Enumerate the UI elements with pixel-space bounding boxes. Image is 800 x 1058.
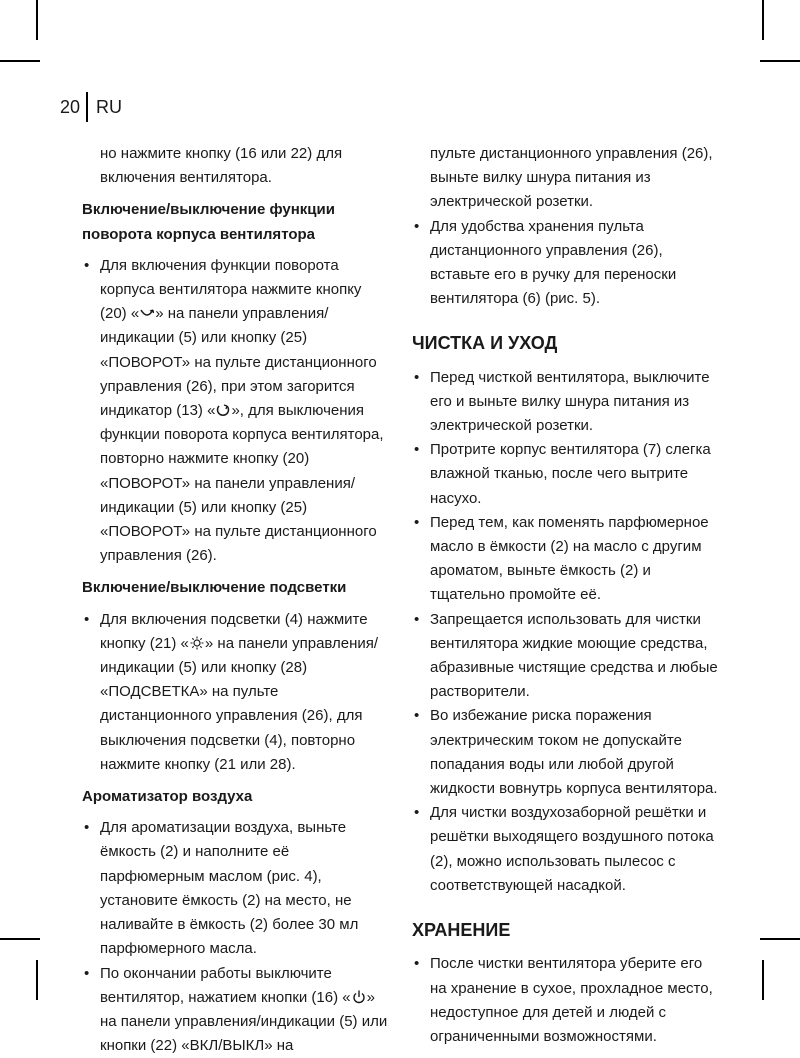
list-item xyxy=(412,215,722,312)
light-text-1: Для включения подсветки (4) нажмите кнопку (21) « xyxy=(100,611,368,652)
cleaning-item-text: Протрите корпус вентилятора (7) слегка влажной тканью, после чего вытрите насухо. xyxy=(430,441,711,506)
aroma-list xyxy=(82,816,392,1058)
bullet: • xyxy=(84,254,89,278)
bullet: • xyxy=(414,438,419,462)
left-column xyxy=(82,142,392,1058)
power-icon xyxy=(351,990,367,1004)
rotation-text-2: » на панели управления/индикации (5) или кнопку (25) «ПОВОРОТ» на пульте дистанционного управления (26), при этом загорится индикатор (13) « xyxy=(100,305,377,419)
right-continuation-text: пульте дистанционного управления (26), выньте вилку шнура питания из электрической розетки. xyxy=(412,142,722,215)
light-section-title: Включение/выключение подсветки xyxy=(82,576,392,600)
bullet: • xyxy=(414,366,419,390)
cleaning-item-text: Для чистки воздухозаборной решётки и решётки выходящего воздушного потока (2), можно использовать пылесос с соответствующей насадкой. xyxy=(430,804,714,894)
rotation-text-3: », для выключения функции поворота корпуса вентилятора, повторно нажмите кнопку (20) «ПОВОРОТ» на панели управления/индикации (5) или кнопку (25) «ПОВОРОТ» на пульте дистанционного управления (26). xyxy=(100,402,384,564)
aroma-section-title: Ароматизатор воздуха xyxy=(82,785,392,809)
list-item xyxy=(412,438,722,511)
cleaning-item-text: Перед чисткой вентилятора, выключите его и выньте вилку шнура питания из электрической розетки. xyxy=(430,369,710,434)
list-item xyxy=(82,816,392,961)
list-item xyxy=(412,801,722,898)
rotation-arc-icon xyxy=(139,306,155,320)
cleaning-item-text: Во избежание риска поражения электрическим током не допускайте попадания воды или любой другой жидкости вовнутрь корпуса вентилятора. xyxy=(430,707,718,797)
left-continuation-text: но нажмите кнопку (16 или 22) для включения вентилятора. xyxy=(82,142,392,190)
crop-mark-top-left xyxy=(36,0,38,40)
page-number: 20 xyxy=(60,97,86,118)
list-item xyxy=(82,254,392,569)
right-column xyxy=(412,142,722,1049)
page-header xyxy=(60,92,122,122)
remote-storage-list xyxy=(412,215,722,312)
bullet: • xyxy=(414,511,419,535)
remote-storage-text: Для удобства хранения пульта дистанционного управления (26), вставьте его в ручку для переноски вентилятора (6) (рис. 5). xyxy=(430,218,676,308)
light-text-2: » на панели управления/индикации (5) или кнопку (28) «ПОДСВЕТКА» на пульте дистанционного управления (26), для выключения подсветки (4), повторно нажмите кнопку (21 или 28). xyxy=(100,635,378,773)
crop-mark-bottom-right-h xyxy=(760,938,800,940)
storage-section-title: ХРАНЕНИЕ xyxy=(412,918,722,942)
rotation-indicator-icon xyxy=(215,403,231,417)
crop-mark-bottom-left xyxy=(36,960,38,1000)
bullet: • xyxy=(84,816,89,840)
list-item xyxy=(412,366,722,439)
bullet: • xyxy=(84,608,89,632)
rotation-section-title: Включение/выключение функции поворота корпуса вентилятора xyxy=(82,198,392,246)
bullet: • xyxy=(414,801,419,825)
bullet: • xyxy=(414,952,419,976)
cleaning-item-text: Перед тем, как поменять парфюмерное масло в ёмкости (2) на масло с другим ароматом, выньте ёмкость (2) и тщательно промойте её. xyxy=(430,514,709,604)
list-item xyxy=(82,608,392,777)
aroma-text-2b: » на панели управления/индикации (5) или кнопки (22) «ВКЛ/ВЫКЛ» на xyxy=(100,989,387,1054)
crop-mark-bottom-left-h xyxy=(0,938,40,940)
storage-list xyxy=(412,952,722,1049)
list-item xyxy=(412,704,722,801)
rotation-text-1: Для включения функции поворота корпуса вентилятора нажмите кнопку (20) « xyxy=(100,257,361,322)
header-divider xyxy=(86,92,88,122)
crop-mark-top-left-h xyxy=(0,60,40,62)
list-item xyxy=(82,962,392,1058)
rotation-list xyxy=(82,254,392,569)
list-item xyxy=(412,608,722,705)
list-item xyxy=(412,952,722,1049)
crop-mark-top-right xyxy=(762,0,764,40)
cleaning-item-text: Запрещается использовать для чистки вентилятора жидкие моющие средства, абразивные чистящие средства и любые растворители. xyxy=(430,611,718,701)
light-sun-icon xyxy=(189,636,205,650)
aroma-text-1: Для ароматизации воздуха, выньте ёмкость (2) и наполните её парфюмерным маслом (рис. 4), установите ёмкость (2) на место, не наливайте в ёмкость (2) более 30 мл парфюмерного масла. xyxy=(100,819,358,957)
aroma-text-2a: По окончании работы выключите вентилятор, нажатием кнопки (16) « xyxy=(100,965,351,1006)
crop-mark-top-right-h xyxy=(760,60,800,62)
bullet: • xyxy=(414,215,419,239)
list-item xyxy=(412,511,722,608)
bullet: • xyxy=(414,608,419,632)
bullet: • xyxy=(414,704,419,728)
bullet: • xyxy=(84,962,89,986)
cleaning-section-title: ЧИСТКА И УХОД xyxy=(412,331,722,355)
page-language: RU xyxy=(96,97,122,118)
light-list xyxy=(82,608,392,777)
storage-item-text: После чистки вентилятора уберите его на хранение в сухое, прохладное место, недоступное для детей и людей с ограниченными возможностями. xyxy=(430,955,713,1045)
cleaning-list xyxy=(412,366,722,898)
crop-mark-bottom-right xyxy=(762,960,764,1000)
